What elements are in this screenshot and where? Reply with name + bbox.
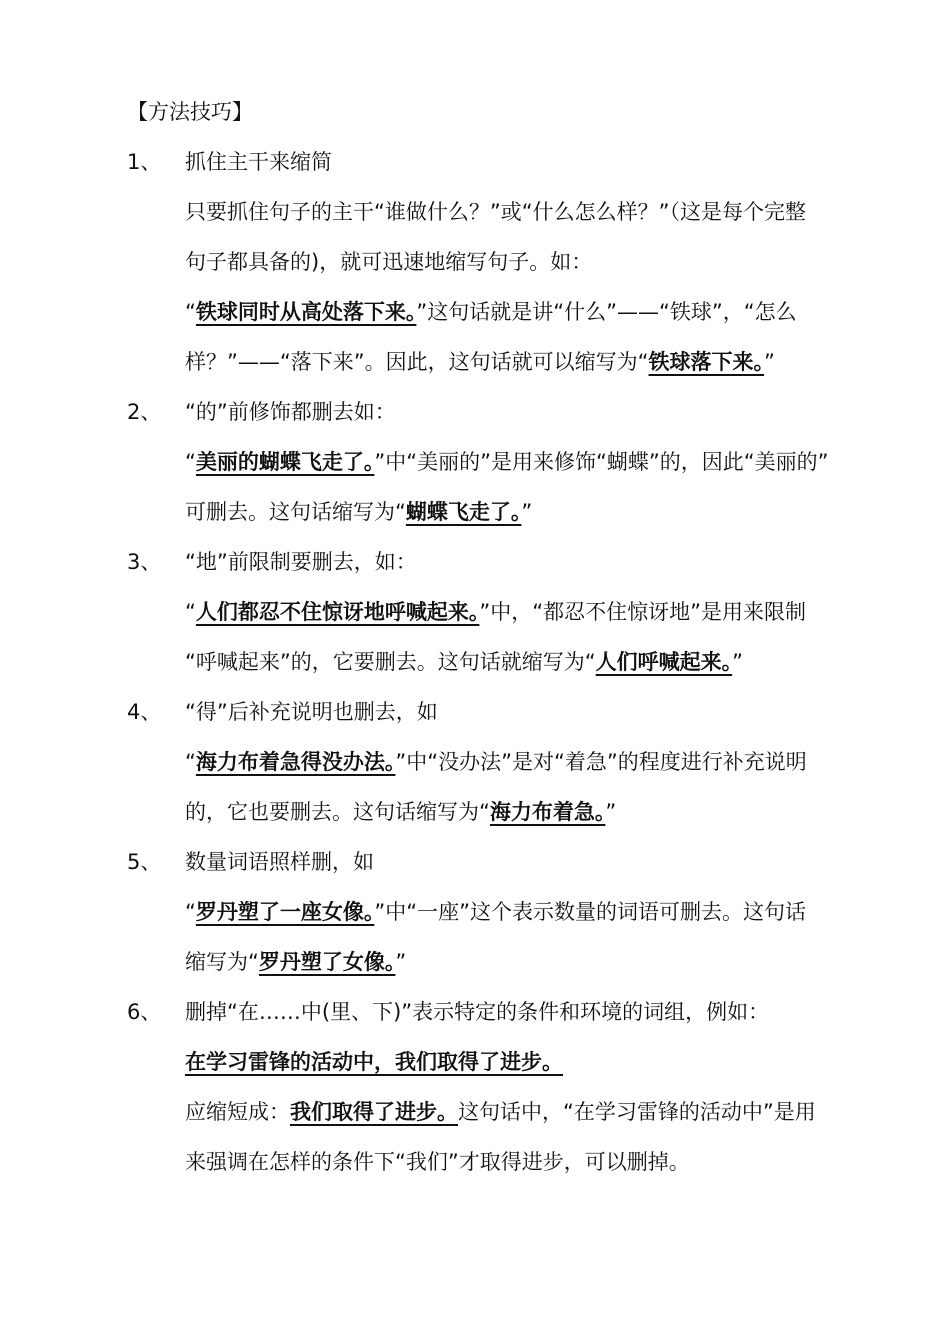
- example-line: “呼喊起来”的，它要删去。这句话就缩写为“人们呼喊起来。”: [185, 650, 744, 674]
- item-number: 4、: [127, 700, 162, 724]
- item-number: 6、: [127, 1000, 162, 1024]
- item-number: 2、: [127, 400, 162, 424]
- answer-sentence: 罗丹塑了女像。: [258, 950, 396, 974]
- item-number: 3、: [127, 550, 162, 574]
- item-title: “地”前限制要删去，如：: [185, 550, 417, 574]
- item-title: “的”前修饰都删去如：: [185, 400, 396, 424]
- answer-sentence: 蝴蝶飞走了。: [405, 500, 522, 524]
- paragraph-line: 只要抓住句子的主干“谁做什么？”或“什么怎么样？”（这是每个完整: [185, 200, 807, 224]
- example-line: 可删去。这句话缩写为“蝴蝶飞走了。”: [185, 500, 533, 524]
- paragraph-line: 来强调在怎样的条件下“我们”才取得进步，可以删掉。: [185, 1150, 690, 1174]
- item-title: 抓住主干来缩简: [185, 150, 332, 174]
- item-title: 删掉“在……中(里、下)”表示特定的条件和环境的词组，例如：: [185, 1000, 770, 1024]
- example-line: “美丽的蝴蝶飞走了。”中“美丽的”是用来修饰“蝴蝶”的，因此“美丽的”: [185, 450, 829, 474]
- example-sentence: 铁球同时从高处落下来。: [195, 300, 417, 324]
- example-line: “罗丹塑了一座女像。”中“一座”这个表示数量的词语可删去。这句话: [185, 900, 807, 924]
- answer-sentence: 海力布着急。: [489, 800, 606, 824]
- example-line: 的，它也要删去。这句话缩写为“海力布着急。”: [185, 800, 617, 824]
- answer-sentence: 人们呼喊起来。: [595, 650, 733, 674]
- example-line: “人们都忍不住惊讶地呼喊起来。”中，“都忍不住惊讶地”是用来限制: [185, 600, 807, 624]
- example-sentence: 美丽的蝴蝶飞走了。: [195, 450, 375, 474]
- example-sentence: 在学习雷锋的活动中，我们取得了进步。: [185, 1050, 563, 1074]
- example-sentence: 人们都忍不住惊讶地呼喊起来。: [195, 600, 480, 624]
- item-title: “得”后补充说明也删去，如: [185, 700, 438, 724]
- answer-sentence: 我们取得了进步。: [290, 1100, 458, 1124]
- example-line: “海力布着急得没办法。”中“没办法”是对“着急”的程度进行补充说明: [185, 750, 807, 774]
- example-line: [185, 1047, 563, 1077]
- example-line: “铁球同时从高处落下来。”这句话就是讲“什么”——“铁球”，“怎么: [185, 300, 797, 324]
- section-heading: 【方法技巧】: [127, 100, 253, 124]
- paragraph-line: 句子都具备的)，就可迅速地缩写句子。如：: [185, 250, 593, 274]
- item-number: 5、: [127, 850, 162, 874]
- example-sentence: 罗丹塑了一座女像。: [195, 900, 375, 924]
- example-line: 样？”——“落下来”。因此，这句话就可以缩写为“铁球落下来。”: [185, 350, 775, 374]
- item-number: 1、: [127, 150, 162, 174]
- example-line: 缩写为“罗丹塑了女像。”: [185, 950, 407, 974]
- item-title: 数量词语照样删，如: [185, 850, 374, 874]
- example-sentence: 海力布着急得没办法。: [195, 750, 396, 774]
- example-line: 应缩短成：我们取得了进步。这句话中，“在学习雷锋的活动中”是用: [185, 1100, 816, 1124]
- answer-sentence: 铁球落下来。: [648, 350, 765, 374]
